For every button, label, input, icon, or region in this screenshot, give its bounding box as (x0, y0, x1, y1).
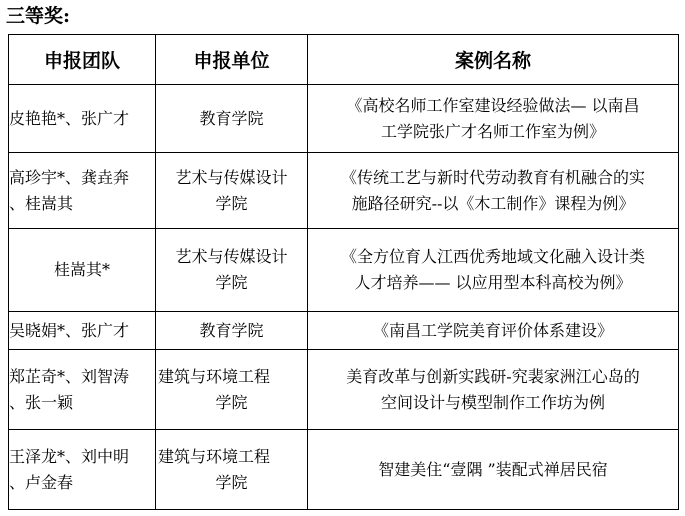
unit-line: 建筑与环境工程 (158, 366, 271, 386)
table-row (9, 312, 679, 350)
case-line: 智建美住“壹隅 ”装配式禅居民宿 (378, 459, 608, 479)
team-line: 、桂嵩其 (9, 193, 74, 213)
case-cell (308, 312, 679, 350)
team-line: 、卢金春 (9, 472, 74, 492)
section-heading: 三等奖: (6, 5, 71, 27)
case-line: 《南昌工学院美育评价体系建设》 (372, 320, 613, 340)
unit-cell (156, 312, 308, 350)
unit-cell (156, 430, 308, 510)
case-line: 工学院张广才名师工作室为例》 (380, 121, 605, 141)
table-row (9, 229, 679, 312)
column-header-case: 案例名称 (308, 35, 679, 85)
unit-line: 学院 (215, 193, 248, 213)
team-line: 高珍宇*、龚垚奔 (9, 167, 130, 187)
table-row (9, 350, 679, 430)
case-line: 人才培养—— 以应用型本科高校为例》 (354, 273, 632, 292)
team-line: 王泽龙*、刘中明 (9, 446, 130, 466)
team-cell (9, 312, 156, 350)
case-cell (308, 229, 679, 312)
team-line: 郑芷奇*、刘智涛 (9, 366, 130, 386)
unit-cell (156, 229, 308, 312)
team-line: 、张一颖 (9, 392, 74, 412)
case-line: 《传统工艺与新时代劳动教育有机融合的实 (340, 167, 645, 187)
team-line: 皮艳艳*、张广才 (9, 108, 130, 128)
unit-line: 学院 (215, 273, 248, 292)
case-cell (308, 85, 679, 153)
unit-line: 建筑与环境工程 (158, 446, 271, 466)
unit-line: 学院 (215, 392, 248, 412)
team-cell (9, 350, 156, 430)
case-line: 《全方位育人江西优秀地域文化融入设计类 (340, 247, 645, 266)
case-line: 美育改革与创新实践研-究裴家洲江心岛的 (346, 366, 640, 386)
case-cell (308, 430, 679, 510)
case-line: 空间设计与模型制作工作坊为例 (380, 392, 605, 412)
case-line: 《高校名师工作室建设经验做法— 以南昌 (346, 95, 640, 115)
team-cell (9, 430, 156, 510)
unit-line: 艺术与传媒设计 (175, 167, 288, 187)
table-row (9, 153, 679, 229)
case-cell (308, 153, 679, 229)
unit-cell (156, 153, 308, 229)
column-header-team: 申报团队 (9, 35, 156, 85)
team-line: 桂嵩其* (53, 260, 110, 279)
unit-cell (156, 85, 308, 153)
unit-line: 学院 (215, 472, 248, 492)
team-cell (9, 85, 156, 153)
award-table (8, 34, 679, 510)
team-line: 吴晓娟*、张广才 (9, 320, 130, 340)
unit-line: 教育学院 (199, 320, 264, 340)
case-cell (308, 350, 679, 430)
table-row (9, 85, 679, 153)
table-row (9, 430, 679, 510)
team-cell (9, 229, 156, 312)
unit-cell (156, 350, 308, 430)
unit-line: 艺术与传媒设计 (175, 247, 288, 266)
column-header-unit: 申报单位 (156, 35, 308, 85)
team-cell (9, 153, 156, 229)
case-line: 施路径研究--以《木工制作》课程为例》 (351, 193, 635, 213)
table-header-row (9, 35, 679, 85)
unit-line: 教育学院 (199, 108, 264, 128)
